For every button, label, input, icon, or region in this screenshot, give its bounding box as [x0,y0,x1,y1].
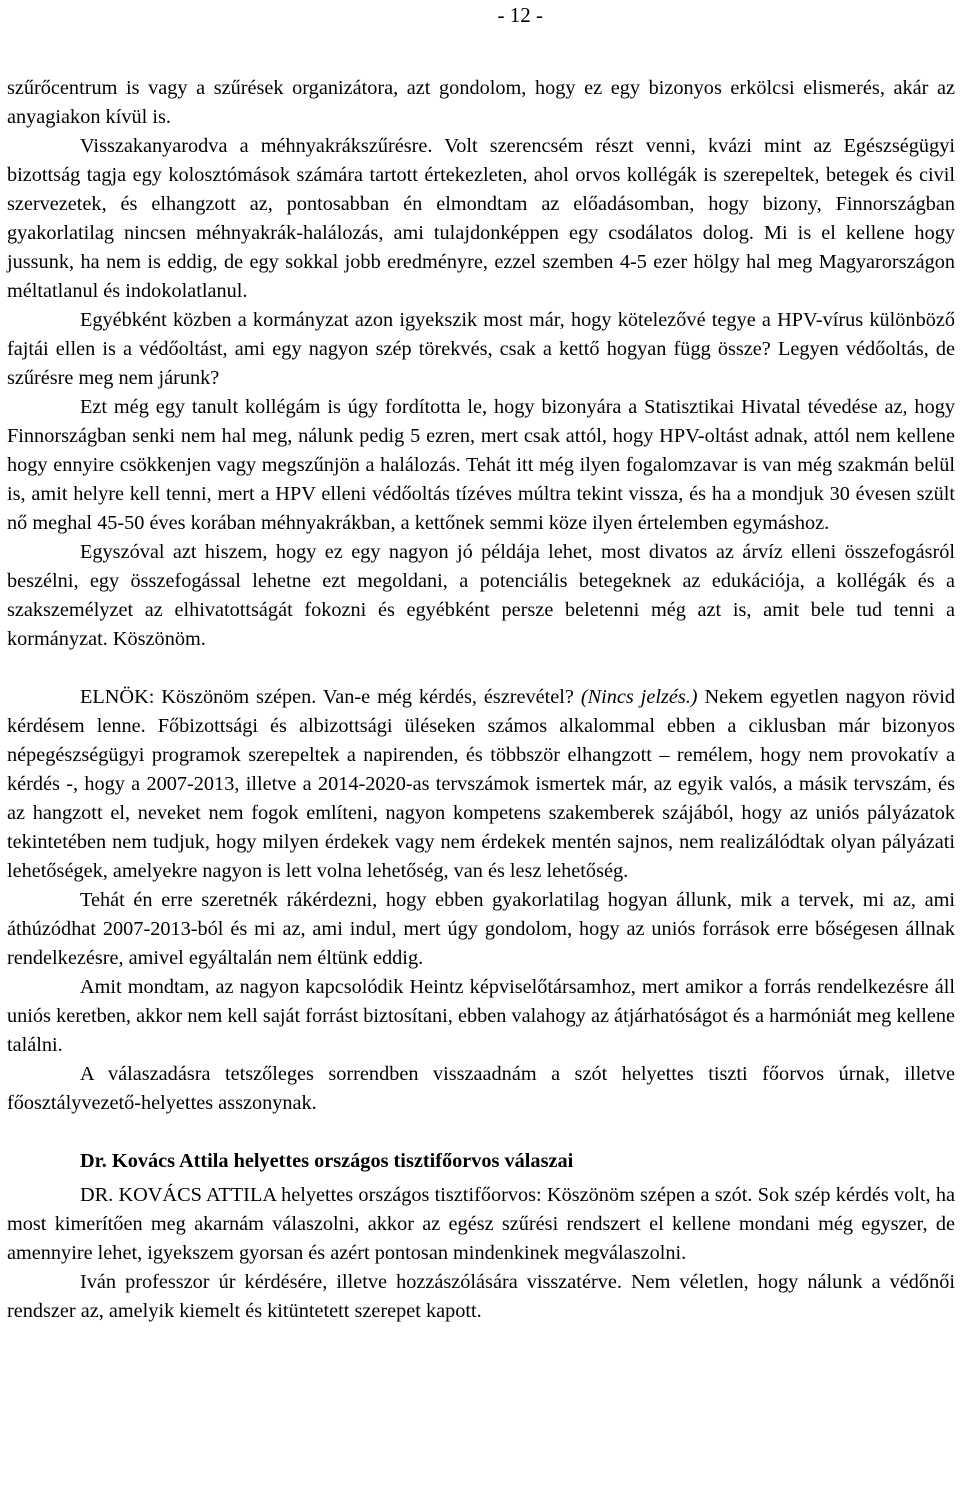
chair-remark-italic: (Nincs jelzés.) [580,686,698,708]
page-number-text: - 12 - [497,3,543,27]
paragraph-11: Iván professzor úr kérdésére, illetve hozzászólására visszatérve. Nem véletlen, hogy nálunk a védőnői rendszer az, amelyik kiemelt és kitüntetett szerepet kapott. [7,1271,955,1322]
paragraph-2: Visszakanyarodva a méhnyakrákszűrésre. Volt szerencsém részt venni, kvázi mint az Egészségügyi bizottság tagja egy kolosztómások számára tartott értekezleten, ahol orvos kollégák is szerepeltek, betegek és civil szervezetek, és elhangzott az, pontosabban én elmondtam az előadásomban, hogy bizony, Finnországban gyakorlatilag nincsen méhnyakrák-halálozás, ami tulajdonképpen egy csodálatos dolog. Mi is el kellene hogy jussunk, ha nem is eddig, de egy sokkal jobb eredményre, ezzel szemben 4-5 ezer hölgy hal meg Magyarországon méltatlanul és indokolatlanul. [7,135,955,302]
paragraph-8: Amit mondtam, az nagyon kapcsolódik Heintz képviselőtársamhoz, mert amikor a forrás rendelkezésre áll uniós keretben, akkor nem kell saját forrást biztosítani, ebben valahogy az átjárhatóságot és a harmóniát meg kellene találni. [7,976,955,1056]
chair-text-start: ELNÖK: Köszönöm szépen. Van-e még kérdés, észrevétel? [80,686,581,708]
paragraph-4: Ezt még egy tanult kollégám is úgy fordította le, hogy bizonyára a Statisztikai Hivatal tévedése az, hogy Finnországban senki nem hal meg, nálunk pedig 5 ezren, mert csak attól, hogy HPV-oltást adnak, attól nem kellene hogy ennyire csökkenjen vagy megszűnjön a halálozás. Tehát itt még ilyen fogalomzavar is van még szakmán belül is, amit helyre kell tenni, mert a HPV elleni védőoltás tízéves múltra tekint vissza, és ha a mondjuk 30 évesen szült nő meghal 45-50 éves korában méhnyakrákban, a kettőnek semmi köze ilyen értelemben egymáshoz. [7,396,955,534]
spacer [7,654,955,683]
paragraph-chair [7,683,955,886]
paragraph-9: A válaszadásra tetszőleges sorrendben visszaadnám a szót helyettes tiszti főorvos úrnak, illetve főosztályvezető-helyettes asszonynak. [7,1063,955,1114]
chair-text-rest: Nekem egyetlen nagyon rövid kérdésem lenne. Főbizottsági és albizottsági üléseken számos alkalommal ebben a ciklusban már bizonyos népegészségügyi programok szerepeltek a napirenden, és többször elhangzott – remélem, hogy nem provokatív a kérdés -, hogy a 2007-2013, illetve a 2014-2020-as tervszámok ismertek már, az egyik valós, a másik tervszám, és az hangzott el, neveket nem fogok említeni, nagyon kompetens szakemberek szájából, hogy az uniós pályázatok tekintetében nem tudjuk, hogy milyen érdekek vagy nem érdekek mentén sajnos, nem realizálódtak olyan pályázati lehetőségek, amelyekre nagyon is lett volna lehetőség, van és lesz lehetőség. [7,686,956,882]
paragraph-1: szűrőcentrum is vagy a szűrések organizátora, azt gondolom, hogy ez egy bizonyos erkölcsi elismerés, akár az anyagiakon kívül is. [7,77,955,128]
paragraph-10: DR. KOVÁCS ATTILA helyettes országos tisztifőorvos: Köszönöm szépen a szót. Sok szép kérdés volt, ha most kimerítően meg akarnám válaszolni, akkor az egész szűrési rendszert el kellene mondani még egyszer, de amennyire lehet, igyekszem gyorsan és azért pontosan mindenkinek megválaszolni. [7,1184,955,1264]
paragraph-3: Egyébként közben a kormányzat azon igyekszik most már, hogy kötelezővé tegye a HPV-vírus különböző fajtái ellen is a védőoltást, ami egy nagyon szép törekvés, csak a kettő hogyan függ össze? Legyen védőoltás, de szűrésre meg nem járunk? [7,309,955,389]
paragraph-5: Egyszóval azt hiszem, hogy ez egy nagyon jó példája lehet, most divatos az árvíz elleni összefogásról beszélni, egy összefogással lehetne ezt megoldani, a potenciális betegeknek az edukációja, a kollégák és a szakszemélyzet az elhivatottságát fokozni és egyébként persze beletenni még azt is, amit bele tud tenni a kormányzat. Köszönöm. [7,541,955,650]
spacer [7,1118,955,1147]
document-body [7,74,955,1326]
paragraph-7: Tehát én erre szeretnék rákérdezni, hogy ebben gyakorlatilag hogyan állunk, mik a tervek, mi az, ami áthúzódhat 2007-2013-ból és mi az, ami indul, mert úgy gondolom, hogy az uniós források erre bőségesen állnak rendelkezésre, amivel egyáltalán nem éltünk eddig. [7,889,955,969]
section-heading: Dr. Kovács Attila helyettes országos tisztifőorvos válaszai [80,1150,574,1172]
